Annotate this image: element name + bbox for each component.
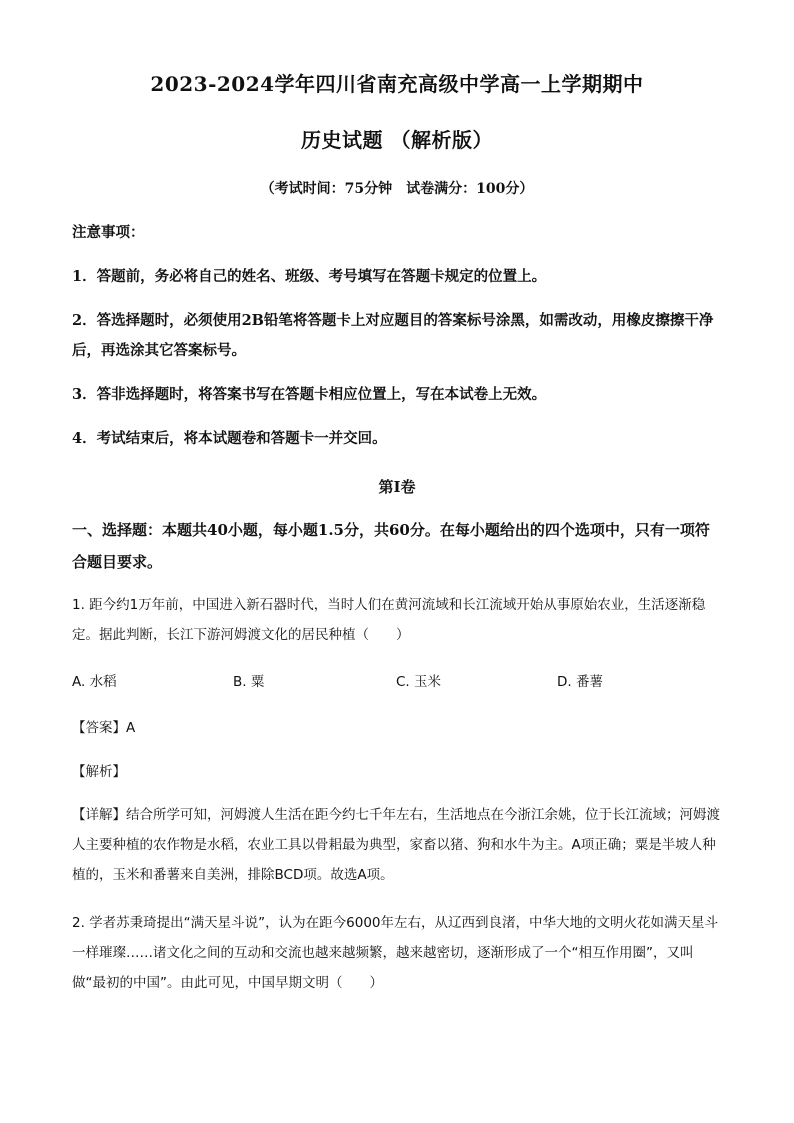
document-title: 2023-2024学年四川省南充高级中学高一上学期期中: [150, 72, 644, 96]
note-item-2: 2．答选择题时，必须使用2B铅笔将答题卡上对应题目的答案标号涂黑，如需改动，用橡皮擦擦干净后，再选涂其它答案标号。: [72, 312, 714, 359]
question-1-option-b: B. 粟: [233, 674, 265, 690]
question-2-stem: 2. 学者苏秉琦提出“满天星斗说”，认为在距今6000年左右，从辽西到良渚，中华大地的文明火花如满天星斗一样璀璨……诸文化之间的互动和交流也越来越频繁，越来越密切，逐渐形成了一个“相互作用圈”，又叫做“最初的中国”。由此可见，中国早期文明（ ）: [72, 915, 719, 991]
question-1-analysis-label: 【解析】: [72, 764, 126, 780]
section-label: 第Ⅰ卷: [378, 478, 416, 496]
notes-heading: 注意事项：: [72, 224, 145, 241]
question-1-answer: 【答案】A: [72, 720, 136, 736]
question-1-detail: 【详解】结合所学可知，河姆渡人生活在距今约七千年左右，生活地点在今浙江余姚，位于长江流域；河姆渡人主要种植的农作物是水稻，农业工具以骨耜最为典型，家畜以猪、狗和水牛为主。A项正确；粟是半坡人种植的，玉米和番薯来自美洲，排除BCD项。故选A项。: [72, 807, 720, 883]
question-1-option-d: D. 番薯: [557, 674, 603, 690]
note-item-4: 4．考试结束后，将本试题卷和答题卡一并交回。: [72, 430, 387, 447]
section-instruction: 一、选择题：本题共40小题，每小题1.5分，共60分。在每小题给出的四个选项中，只有一项符合题目要求。: [72, 521, 710, 571]
note-item-1: 1．答题前，务必将自己的姓名、班级、考号填写在答题卡规定的位置上。: [72, 268, 547, 285]
question-1-stem: 1. 距今约1万年前，中国进入新石器时代，当时人们在黄河流域和长江流域开始从事原始农业，生活逐渐稳定。据此判断，长江下游河姆渡文化的居民种植（ ）: [72, 597, 706, 643]
exam-meta: （考试时间：75分钟 试卷满分：100分）: [260, 181, 534, 197]
question-1-option-a: A. 水稻: [72, 674, 117, 690]
question-1-option-c: C. 玉米: [396, 674, 442, 690]
document-subtitle: 历史试题 （解析版）: [301, 128, 493, 152]
note-item-3: 3．答非选择题时，将答案书写在答题卡相应位置上，写在本试卷上无效。: [72, 386, 547, 403]
